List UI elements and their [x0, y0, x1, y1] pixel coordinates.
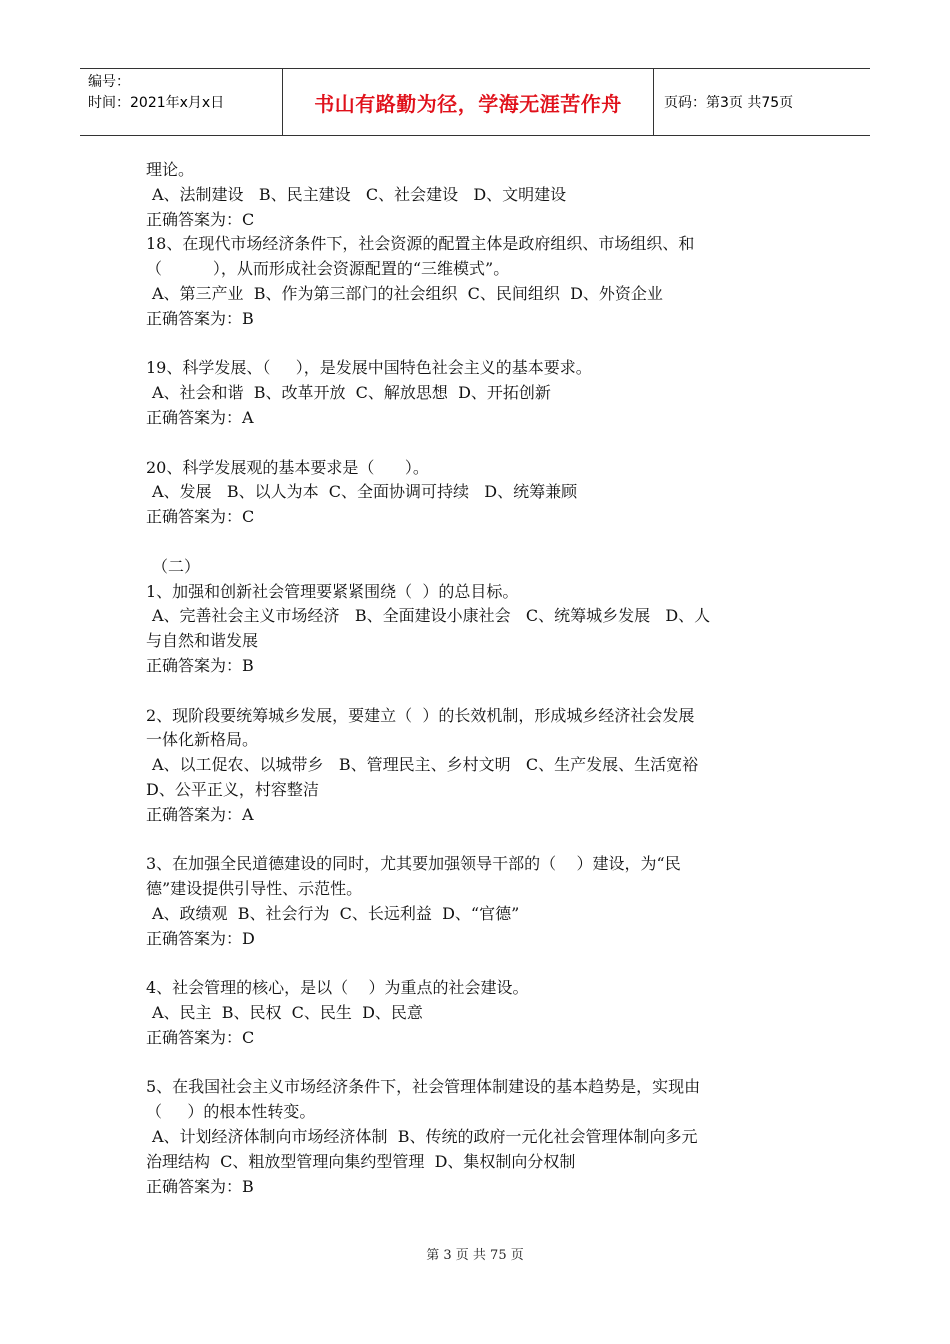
- s2-q5-text-1: 5、在我国社会主义市场经济条件下，社会管理体制建设的基本趋势是，实现由: [146, 1077, 701, 1097]
- spacer: [146, 332, 810, 357]
- s2-q5-options-1: A、计划经济体制向市场经济体制 B、传统的政府一元化社会管理体制向多元: [152, 1127, 698, 1147]
- s2-q3-answer: 正确答案为：D: [146, 928, 255, 948]
- lead-line: 理论。: [146, 160, 195, 179]
- q18-answer: 正确答案为：B: [146, 308, 254, 328]
- s2-q4-answer: 正确答案为：C: [146, 1027, 255, 1047]
- header-motto: 书山有路勤为径，学海无涯苦作舟: [282, 69, 654, 135]
- spacer: [146, 1051, 810, 1076]
- s2-q1-options-2: 与自然和谐发展: [146, 631, 259, 651]
- s2-q1-text: 1、加强和创新社会管理要紧紧围绕（ ）的总目标。: [146, 581, 519, 601]
- s2-q2-text-1: 2、现阶段要统筹城乡发展，要建立（ ）的长效机制，形成城乡经济社会发展: [146, 705, 695, 725]
- spacer: [146, 679, 810, 704]
- q19-text: 19、科学发展、（ ），是发展中国特色社会主义的基本要求。: [146, 358, 592, 378]
- spacer: [146, 431, 810, 456]
- header-meta: [80, 69, 282, 135]
- spacer: [146, 530, 810, 555]
- s2-q4-options: A、民主 B、民权 C、民生 D、民意: [152, 1003, 423, 1023]
- s2-q5-text-2: （ ）的根本性转变。: [146, 1102, 316, 1122]
- s2-q3-text-1: 3、在加强全民道德建设的同时，尤其要加强领导干部的（ ）建设，为“民: [146, 854, 681, 874]
- q18-text-1: 18、在现代市场经济条件下，社会资源的配置主体是政府组织、市场组织、和: [146, 234, 695, 254]
- s2-q5-answer: 正确答案为：B: [146, 1176, 254, 1196]
- q20-text: 20、科学发展观的基本要求是（ ）。: [146, 457, 429, 477]
- s2-q2-text-2: 一体化新格局。: [146, 730, 259, 750]
- page-footer: 第 3 页 共 75 页: [426, 1248, 524, 1263]
- s2-q3-text-2: 德”建设提供引导性、示范性。: [146, 879, 363, 899]
- s2-q1-answer: 正确答案为：B: [146, 655, 254, 675]
- document-body: [146, 158, 810, 1199]
- header-page-info: 页码：第3页 共75页: [664, 95, 794, 111]
- page-header: [80, 68, 870, 136]
- section-title: （二）: [152, 556, 201, 576]
- q18-options: A、第三产业 B、作为第三部门的社会组织 C、民间组织 D、外资企业: [152, 283, 663, 303]
- spacer: [146, 828, 810, 853]
- time-label: 时间：2021年x月x日: [88, 95, 225, 111]
- q19-answer: 正确答案为：A: [146, 407, 254, 427]
- serial-label: 编号：: [88, 74, 130, 90]
- s2-q5-options-2: 治理结构 C、粗放型管理向集约型管理 D、集权制向分权制: [146, 1151, 576, 1171]
- q18-text-2: （ ），从而形成社会资源配置的“三维模式”。: [146, 259, 510, 279]
- s2-q4-text: 4、社会管理的核心，是以（ ）为重点的社会建设。: [146, 978, 529, 998]
- q20-options: A、发展 B、以人为本 C、全面协调可持续 D、统筹兼顾: [152, 482, 578, 502]
- s2-q2-answer: 正确答案为：A: [146, 804, 254, 824]
- s2-q3-options: A、政绩观 B、社会行为 C、长远利益 D、“官德”: [152, 903, 520, 923]
- q20-answer: 正确答案为：C: [146, 507, 255, 527]
- spacer: [146, 952, 810, 977]
- s2-q2-options-2: D、公平正义，村容整洁: [146, 779, 319, 799]
- q17-answer: 正确答案为：C: [146, 209, 255, 229]
- q17-options: A、法制建设 B、民主建设 C、社会建设 D、文明建设: [152, 184, 567, 204]
- s2-q2-options-1: A、以工促农、以城带乡 B、管理民主、乡村文明 C、生产发展、生活宽裕: [152, 755, 699, 775]
- q19-options: A、社会和谐 B、改革开放 C、解放思想 D、开拓创新: [152, 383, 551, 403]
- s2-q1-options-1: A、完善社会主义市场经济 B、全面建设小康社会 C、统筹城乡发展 D、人: [152, 606, 711, 626]
